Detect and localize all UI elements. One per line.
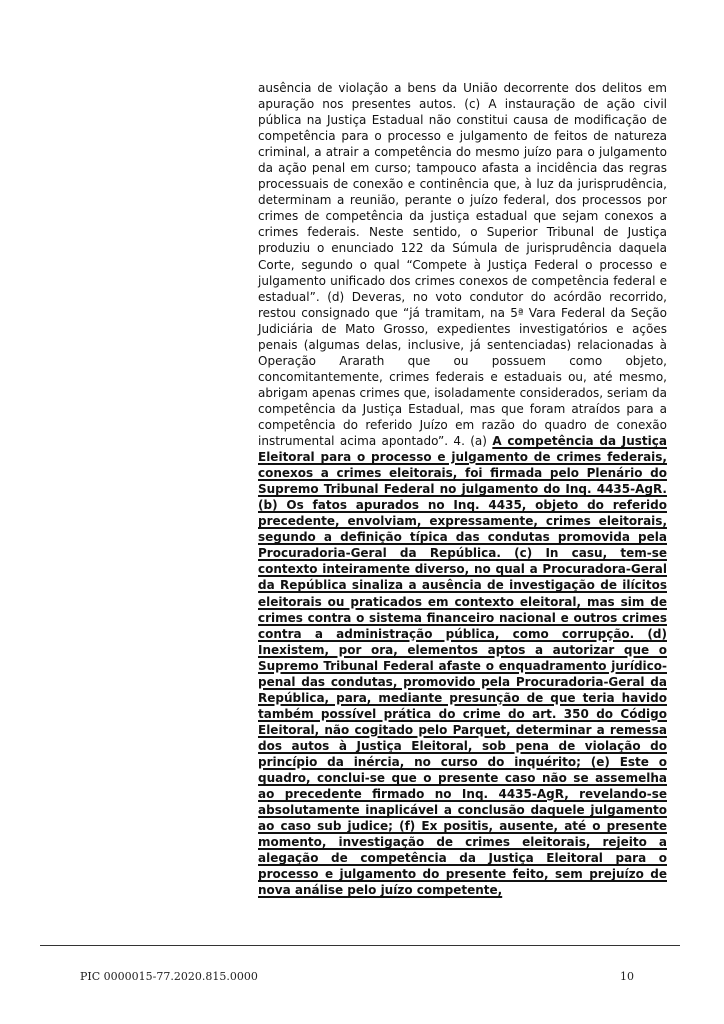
body-text-plain: ausência de violação a bens da União decorrente dos delitos em apuração nos presentes autos. (c) A instauração de ação civil pública na Justiça Estadual não constitui causa de modificação de competência para o processo e julgamento de feitos de natureza criminal, a atrair a competência do mesmo juízo para o julgamento da ação penal em curso; tampouco afasta a incidência das regras processuais de conexão e continência que, à luz da jurisprudência, determinam a reunião, perante o juízo federal, dos processos por crimes de competência da justiça estadual que sejam conexos a crimes federais. Neste sentido, o Superior Tribunal de Justiça produziu o enunciado 122 da Súmula de jurisprudência daquela Corte, segundo o qual “Compete à Justiça Federal o processo e julgamento unificado dos crimes conexos de competência federal e estadual”. (d) Deveras, no voto condutor do acórdão recorrido, restou consignado que “já tramitam, na 5ª Vara Federal da Seção Judiciária de Mato Grosso, expedientes investigatórios e ações penais (algumas delas, inclusive, já sentenciadas) relacionadas à Operação Ararath que ou possuem como objeto, concomitantemente, crimes federais e estaduais ou, até mesmo, abrigam apenas crimes que, isoladamente considerados, seriam da competência da Justiça Estadual, mas que foram atraídos para a competência do referido Juízo em razão do quadro de conexão instrumental acima apontado”. 4. (a) — [258, 81, 667, 449]
body-text-column — [258, 80, 667, 898]
body-paragraph — [258, 80, 667, 898]
body-text-emphasis: A competência da Justiça Eleitoral para o processo e julgamento de crimes federais, conexos a crimes eleitorais, foi firmada pelo Plenário do Supremo Tribunal Federal no julgamento do Inq. 4435-AgR. (b) Os fatos apurados no Inq. 4435, objeto do referido precedente, envolviam, expressamente, crimes eleitorais, segundo a definição típica das condutas promovida pela Procuradoria-Geral da República. (c) In casu, tem-se contexto inteiramente diverso, no qual a Procuradora-Geral da República sinaliza a ausência de investigação de ilícitos eleitorais ou praticados em contexto eleitoral, mas sim de crimes contra o sistema financeiro nacional e outros crimes contra a administração pública, como corrupção. (d) Inexistem, por ora, elementos aptos a autorizar que o Supremo Tribunal Federal afaste o enquadramento jurídico-penal das condutas, promovido pela Procuradoria-Geral da República, para, mediante presunção de que teria havido também possível prática do crime do art. 350 do Código Eleitoral, não cogitado pelo Parquet, determinar a remessa dos autos à Justiça Eleitoral, sob pena de violação do princípio da inércia, no curso do inquérito; (e) Este o quadro, conclui-se que o presente caso não se assemelha ao precedente firmado no Inq. 4435-AgR, revelando-se absolutamente inaplicável a conclusão daquele julgamento ao caso sub judice; (f) Ex positis, ausente, até o presente momento, investigação de crimes eleitorais, rejeito a alegação de competência da Justiça Eleitoral para o processo e julgamento do presente feito, sem prejuízo de nova análise pelo juízo competente, — [258, 434, 667, 898]
footer-document-reference: PIC 0000015-77.2020.815.0000 — [80, 970, 258, 983]
footer-divider — [40, 945, 680, 946]
footer-page-number: 10 — [620, 970, 634, 983]
